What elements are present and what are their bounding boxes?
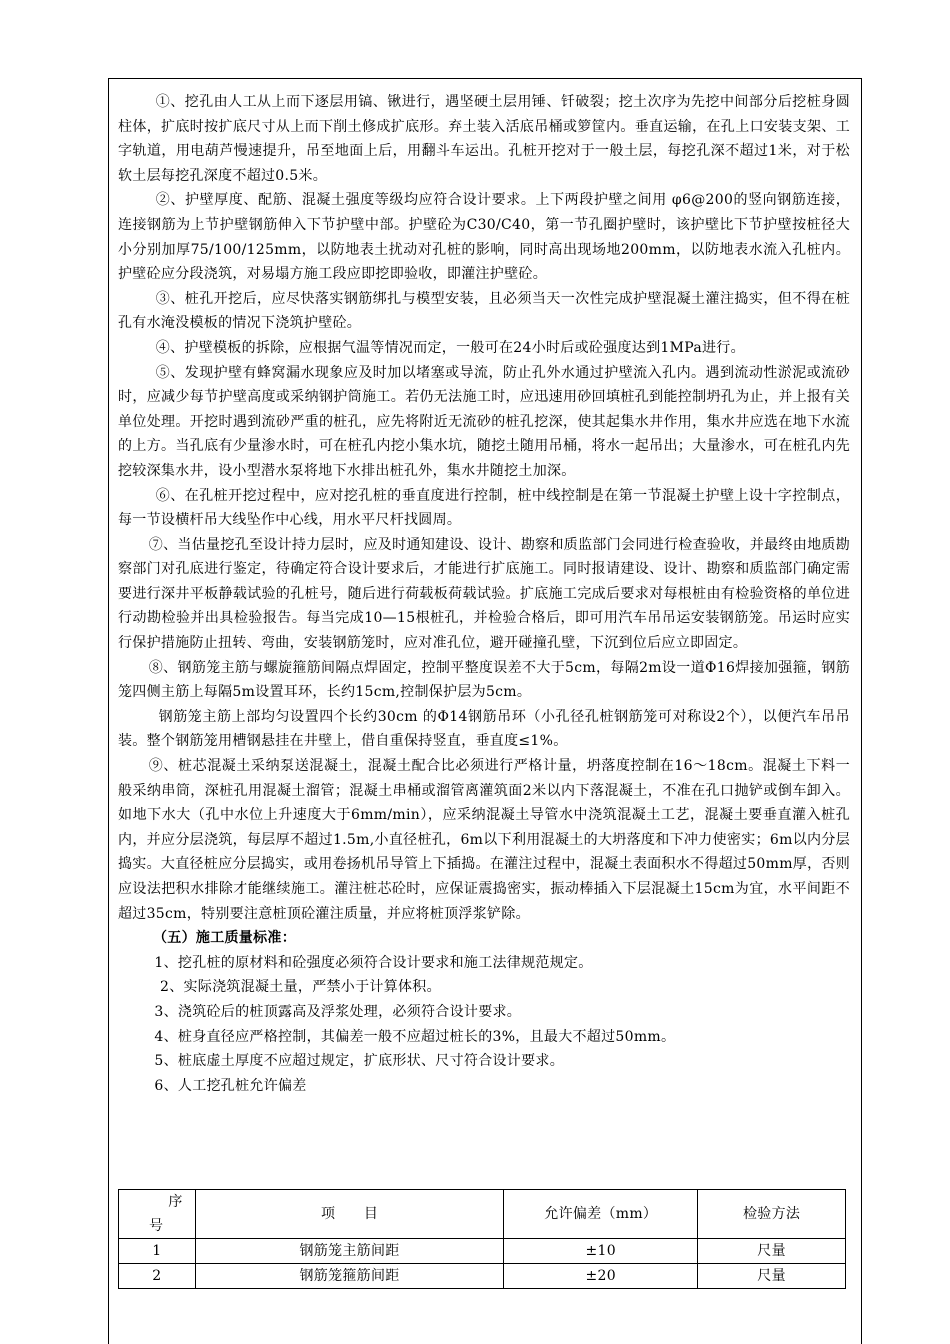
paragraph-8: ⑧、钢筋笼主筋与螺旋箍筋间隔点焊固定，控制平整度误差不大于5cm，每隔2m设一道Φ16焊接加强箍，钢筋笼四侧主筋上每隔5m设置耳环，长约15cm,控制保护层为5cm。 xyxy=(118,659,850,701)
paragraph-6: ⑥、在孔桩开挖过程中，应对挖孔桩的垂直度进行控制，桩中线控制是在第一节混凝土护壁上设十字控制点，每一节设横杆吊大线坠作中心线，用水平尺杆找圆周。 xyxy=(118,487,850,529)
paragraph-1: ①、挖孔由人工从上而下逐层用镐、锹进行，遇坚硬土层用锤、钎破裂；挖土次序为先挖中间部分后挖桩身圆柱体，扩底时按扩底尺寸从上而下削土修成扩底形。弃土装入活底吊桶或箩筐内。垂直运输，在孔上口安装支架、工字轨道，用电葫芦慢速提升，吊至地面上后，用翻斗车运出。孔桩开挖对于一般土层，每挖孔深不超过1米，对于松软土层每挖孔深度不超过0.5米。 xyxy=(118,94,850,184)
standard-5: 5、桩底虚土厚度不应超过规定，扩底形状、尺寸符合设计要求。 xyxy=(154,1053,564,1070)
cell-item: 钢筋笼主筋间距 xyxy=(195,1239,504,1264)
section-heading: （五）施工质量标准： xyxy=(153,930,296,947)
header-seq: 序 号 xyxy=(119,1190,196,1239)
paragraph-2: ②、护壁厚度、配筋、混凝土强度等级均应符合设计要求。上下两段护壁之间用 φ6@200的竖向钢筋连接，连接钢筋为上节护壁钢筋伸入下节护壁中部。护壁砼为C30/C40，第一节孔圈护壁时，该护壁比下节护壁按桩径大小分别加厚75/100/125mm，以防地表土扰动对孔桩的影响，同时高出现场地200mm，以防地表水流入孔桩内。护壁砼应分段浇筑，对易塌方施工段应即挖即验收，即灌注护壁砼。 xyxy=(118,192,850,283)
cell-seq: 1 xyxy=(119,1239,196,1264)
paragraph-9: 钢筋笼主筋上部均匀设置四个长约30cm 的Φ14钢筋吊环（小孔径孔桩钢筋笼可对称设2个），以便汽车吊吊装。整个钢筋笼用槽钢悬挂在井壁上，借自重保持竖直，垂直度≤1%。 xyxy=(118,708,850,750)
standard-2: 2、实际浇筑混凝土量，严禁小于计算体积。 xyxy=(160,979,441,996)
tolerance-table xyxy=(118,1189,846,1289)
table-row xyxy=(119,1264,846,1289)
cell-method: 尺量 xyxy=(698,1239,846,1264)
paragraph-10: ⑨、桩芯混凝土采纳泵送混凝土，混凝土配合比必须进行严格计量，坍落度控制在16～18cm。混凝土下料一般采纳串筒，深桩孔用混凝土溜管；混凝土串桶或溜管离灌筑面2米以内下落混凝土，不准在孔口抛铲或倒车卸入。如地下水大（孔中水位上升速度大于6mm/min），应采纳混凝土导管水中浇筑混凝土工艺，混凝土要垂直灌入桩孔内，并应分层浇筑，每层厚不超过1.5m,小直径桩孔，6m以下利用混凝土的大坍落度和下冲力使密实；6m以内分层捣实。大直径桩应分层捣实，或用卷扬机吊导管上下插捣。在灌注过程中，混凝土表面积水不得超过50mm厚，否则应设法把积水排除才能继续施工。灌注桩芯砼时，应保证震捣密实，振动棒插入下层混凝土15cm为宜，水平间距不超过35cm，特别要注意桩顶砼灌注质量，并应将桩顶浮浆铲除。 xyxy=(118,758,850,922)
header-tolerance: 允许偏差（mm） xyxy=(504,1190,698,1239)
cell-method: 尺量 xyxy=(698,1264,846,1289)
standard-4: 4、桩身直径应严格控制，其偏差一般不应超过桩长的3%，且最大不超过50mm。 xyxy=(154,1028,676,1045)
header-item: 项 目 xyxy=(195,1190,504,1239)
standard-1: 1、挖孔桩的原材料和砼强度必须符合设计要求和施工法律规范规定。 xyxy=(154,954,593,971)
table-header-row xyxy=(119,1190,846,1239)
cell-tolerance: ±10 xyxy=(504,1239,698,1264)
standard-3: 3、浇筑砼后的桩顶露高及浮浆处理，必须符合设计要求。 xyxy=(154,1003,522,1020)
paragraph-7: ⑦、当估量挖孔至设计持力层时，应及时通知建设、设计、勘察和质监部门会同进行检查验收，并最终由地质勘察部门对孔底进行鉴定，待确定符合设计要求后，才能进行扩底施工。同时报请建设、设计、勘察和质监部门确定需要进行深井平板静载试验的孔桩号，随后进行荷载板荷载试验。扩底施工完成后要求对每根桩由有检验资格的单位进行动勘检验并出具检验报告。每当完成10—15根桩孔，并检验合格后，即可用汽车吊吊运安装钢筋笼。吊运时应实行保护措施防止扭转、弯曲，安装钢筋笼时，应对准孔位，避开碰撞孔壁，下沉到位后应立即固定。 xyxy=(118,536,850,652)
paragraph-5: ⑤、发现护壁有蜂窝漏水现象应及时加以堵塞或导流，防止孔外水通过护壁流入孔内。遇到流动性淤泥或流砂时，应减少每节护壁高度或采纳钢护筒施工。若仍无法施工时，应迅速用砂回填桩孔到能控制坍孔为止，并上报有关单位处理。开挖时遇到流砂严重的桩孔，应先将附近无流砂的桩孔挖深，使其起集水井作用，集水井应选在地下水流的上方。当孔底有少量渗水时，可在桩孔内挖小集水坑，随挖土随用吊桶，将水一起吊出；大量渗水，可在桩孔内先挖较深集水井，设小型潜水泵将地下水排出桩孔外，集水井随挖土加深。 xyxy=(118,364,850,479)
header-method: 检验方法 xyxy=(698,1190,846,1239)
cell-tolerance: ±20 xyxy=(504,1264,698,1289)
table-row xyxy=(119,1239,846,1264)
paragraph-4: ④、护壁模板的拆除，应根据气温等情况而定，一般可在24小时后或砼强度达到1MPa进行。 xyxy=(155,339,745,356)
standard-6: 6、人工挖孔桩允许偏差 xyxy=(154,1077,307,1094)
document-body xyxy=(118,90,850,1098)
cell-item: 钢筋笼箍筋间距 xyxy=(195,1264,504,1289)
paragraph-3: ③、桩孔开挖后，应尽快落实钢筋绑扎与模型安装，且必须当天一次性完成护壁混凝土灌注捣实，但不得在桩孔有水淹没模板的情况下浇筑护壁砼。 xyxy=(118,290,850,332)
cell-seq: 2 xyxy=(119,1264,196,1289)
